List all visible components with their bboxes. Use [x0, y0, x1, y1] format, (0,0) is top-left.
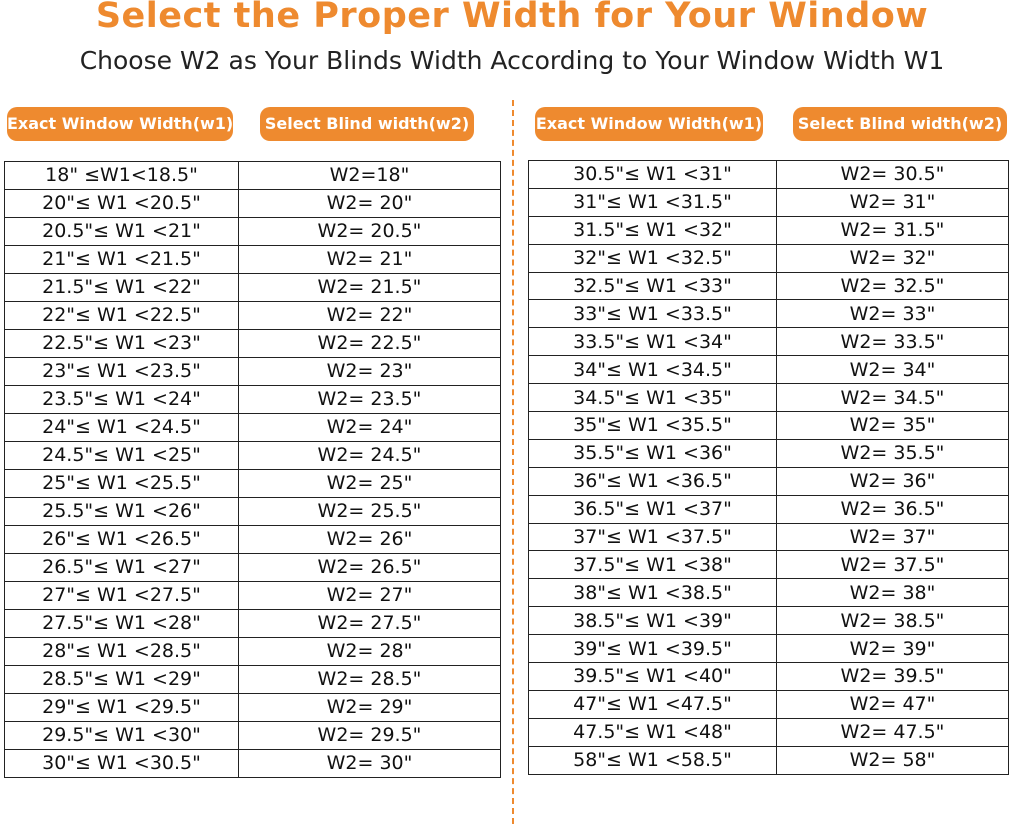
blind-width-cell: W2= 23" — [239, 358, 501, 386]
blind-width-cell: W2= 30" — [239, 750, 501, 778]
window-width-cell: 26"≤ W1 <26.5" — [5, 526, 239, 554]
blind-width-cell: W2= 22" — [239, 302, 501, 330]
window-width-cell: 27.5"≤ W1 <28" — [5, 610, 239, 638]
window-width-cell: 22"≤ W1 <22.5" — [5, 302, 239, 330]
window-width-cell: 35.5"≤ W1 <36" — [529, 439, 777, 467]
table-row — [5, 274, 501, 302]
window-width-cell: 37.5"≤ W1 <38" — [529, 551, 777, 579]
table-row — [5, 246, 501, 274]
blind-width-cell: W2= 29.5" — [239, 722, 501, 750]
table-row — [529, 746, 1009, 774]
table-row — [5, 330, 501, 358]
table-row — [529, 272, 1009, 300]
blind-width-cell: W2= 34" — [777, 356, 1009, 384]
window-width-cell: 21"≤ W1 <21.5" — [5, 246, 239, 274]
window-width-cell: 35"≤ W1 <35.5" — [529, 412, 777, 440]
blind-width-cell: W2= 20.5" — [239, 218, 501, 246]
window-width-cell: 31"≤ W1 <31.5" — [529, 188, 777, 216]
blind-width-cell: W2= 33.5" — [777, 328, 1009, 356]
window-width-cell: 36"≤ W1 <36.5" — [529, 467, 777, 495]
window-width-cell: 29"≤ W1 <29.5" — [5, 694, 239, 722]
blind-width-cell: W2= 20" — [239, 190, 501, 218]
table-row — [5, 414, 501, 442]
blind-width-cell: W2= 26.5" — [239, 554, 501, 582]
table-row — [5, 526, 501, 554]
blind-width-cell: W2= 35.5" — [777, 439, 1009, 467]
window-width-cell: 34.5"≤ W1 <35" — [529, 384, 777, 412]
window-width-cell: 32"≤ W1 <32.5" — [529, 244, 777, 272]
blind-width-cell: W2= 26" — [239, 526, 501, 554]
blind-width-cell: W2= 36.5" — [777, 495, 1009, 523]
window-width-cell: 31.5"≤ W1 <32" — [529, 216, 777, 244]
blind-width-cell: W2= 21" — [239, 246, 501, 274]
window-width-cell: 23.5"≤ W1 <24" — [5, 386, 239, 414]
table-row — [5, 358, 501, 386]
table-row — [5, 498, 501, 526]
blind-width-cell: W2= 30.5" — [777, 161, 1009, 189]
window-width-cell: 30"≤ W1 <30.5" — [5, 750, 239, 778]
window-width-cell: 20"≤ W1 <20.5" — [5, 190, 239, 218]
table-row — [529, 495, 1009, 523]
table-row — [5, 750, 501, 778]
blind-width-cell: W2= 38" — [777, 579, 1009, 607]
table-row — [529, 300, 1009, 328]
table-row — [5, 470, 501, 498]
blind-width-cell: W2= 28" — [239, 638, 501, 666]
window-width-cell: 20.5"≤ W1 <21" — [5, 218, 239, 246]
window-width-cell: 25.5"≤ W1 <26" — [5, 498, 239, 526]
table-row — [5, 666, 501, 694]
blind-width-cell: W2= 24" — [239, 414, 501, 442]
table-row — [5, 610, 501, 638]
blind-width-cell: W2= 25" — [239, 470, 501, 498]
window-width-cell: 29.5"≤ W1 <30" — [5, 722, 239, 750]
table-row — [5, 386, 501, 414]
table-row — [529, 412, 1009, 440]
window-width-cell: 34"≤ W1 <34.5" — [529, 356, 777, 384]
blind-width-cell: W2= 25.5" — [239, 498, 501, 526]
blind-width-cell: W2= 32" — [777, 244, 1009, 272]
table-row — [5, 582, 501, 610]
blind-width-cell: W2= 29" — [239, 694, 501, 722]
blind-width-cell: W2= 58" — [777, 746, 1009, 774]
window-width-cell: 33"≤ W1 <33.5" — [529, 300, 777, 328]
header-blind-width-right: Select Blind width(w2) — [793, 107, 1007, 141]
window-width-cell: 18" ≤W1<18.5" — [5, 162, 239, 190]
blind-width-cell: W2= 31.5" — [777, 216, 1009, 244]
window-width-cell: 58"≤ W1 <58.5" — [529, 746, 777, 774]
window-width-cell: 39.5"≤ W1 <40" — [529, 663, 777, 691]
table-row — [529, 718, 1009, 746]
table-row — [529, 216, 1009, 244]
blind-width-cell: W2= 34.5" — [777, 384, 1009, 412]
table-row — [529, 328, 1009, 356]
header-blind-width-left: Select Blind width(w2) — [260, 107, 474, 141]
window-width-cell: 26.5"≤ W1 <27" — [5, 554, 239, 582]
header-window-width-left: Exact Window Width(w1) — [7, 107, 233, 141]
table-row — [529, 551, 1009, 579]
blind-width-cell: W2= 31" — [777, 188, 1009, 216]
blind-width-cell: W2= 39" — [777, 635, 1009, 663]
blind-width-cell: W2= 23.5" — [239, 386, 501, 414]
blind-width-cell: W2= 39.5" — [777, 663, 1009, 691]
blind-width-cell: W2= 27" — [239, 582, 501, 610]
blind-width-cell: W2= 37" — [777, 523, 1009, 551]
table-row — [529, 188, 1009, 216]
table-row — [529, 161, 1009, 189]
blind-width-cell: W2= 32.5" — [777, 272, 1009, 300]
table-row — [5, 638, 501, 666]
table-row — [529, 690, 1009, 718]
window-width-cell: 22.5"≤ W1 <23" — [5, 330, 239, 358]
blind-width-cell: W2= 21.5" — [239, 274, 501, 302]
window-width-cell: 24"≤ W1 <24.5" — [5, 414, 239, 442]
blind-width-cell: W2= 28.5" — [239, 666, 501, 694]
blind-width-cell: W2= 37.5" — [777, 551, 1009, 579]
window-width-cell: 47"≤ W1 <47.5" — [529, 690, 777, 718]
blind-width-cell: W2=18" — [239, 162, 501, 190]
window-width-cell: 30.5"≤ W1 <31" — [529, 161, 777, 189]
window-width-cell: 28"≤ W1 <28.5" — [5, 638, 239, 666]
header-window-width-right: Exact Window Width(w1) — [535, 107, 763, 141]
window-width-cell: 33.5"≤ W1 <34" — [529, 328, 777, 356]
window-width-cell: 23"≤ W1 <23.5" — [5, 358, 239, 386]
table-row — [529, 384, 1009, 412]
table-row — [529, 523, 1009, 551]
table-row — [529, 663, 1009, 691]
window-width-cell: 37"≤ W1 <37.5" — [529, 523, 777, 551]
table-row — [529, 467, 1009, 495]
blind-width-cell: W2= 33" — [777, 300, 1009, 328]
window-width-cell: 38"≤ W1 <38.5" — [529, 579, 777, 607]
window-width-cell: 27"≤ W1 <27.5" — [5, 582, 239, 610]
window-width-cell: 24.5"≤ W1 <25" — [5, 442, 239, 470]
table-row — [529, 579, 1009, 607]
window-width-cell: 28.5"≤ W1 <29" — [5, 666, 239, 694]
table-row — [5, 218, 501, 246]
table-row — [5, 694, 501, 722]
window-width-cell: 36.5"≤ W1 <37" — [529, 495, 777, 523]
table-row — [529, 439, 1009, 467]
blind-width-cell: W2= 47.5" — [777, 718, 1009, 746]
page-subtitle: Choose W2 as Your Blinds Width According to Your Window Width W1 — [79, 46, 945, 75]
size-table-left — [4, 161, 501, 778]
table-row — [529, 635, 1009, 663]
table-row — [529, 356, 1009, 384]
blind-width-cell: W2= 22.5" — [239, 330, 501, 358]
blind-width-cell: W2= 36" — [777, 467, 1009, 495]
blind-width-cell: W2= 38.5" — [777, 607, 1009, 635]
blind-width-cell: W2= 27.5" — [239, 610, 501, 638]
window-width-cell: 47.5"≤ W1 <48" — [529, 718, 777, 746]
window-width-cell: 39"≤ W1 <39.5" — [529, 635, 777, 663]
table-row — [529, 607, 1009, 635]
window-width-cell: 32.5"≤ W1 <33" — [529, 272, 777, 300]
table-row — [5, 162, 501, 190]
table-row — [529, 244, 1009, 272]
blind-width-cell: W2= 47" — [777, 690, 1009, 718]
table-row — [5, 442, 501, 470]
center-divider — [512, 100, 514, 824]
window-width-cell: 38.5"≤ W1 <39" — [529, 607, 777, 635]
blind-width-cell: W2= 24.5" — [239, 442, 501, 470]
table-row — [5, 190, 501, 218]
blind-width-cell: W2= 35" — [777, 412, 1009, 440]
table-row — [5, 722, 501, 750]
window-width-cell: 21.5"≤ W1 <22" — [5, 274, 239, 302]
table-row — [5, 302, 501, 330]
table-row — [5, 554, 501, 582]
window-width-cell: 25"≤ W1 <25.5" — [5, 470, 239, 498]
page-title: Select the Proper Width for Your Window — [95, 0, 929, 36]
size-table-right — [528, 160, 1009, 775]
